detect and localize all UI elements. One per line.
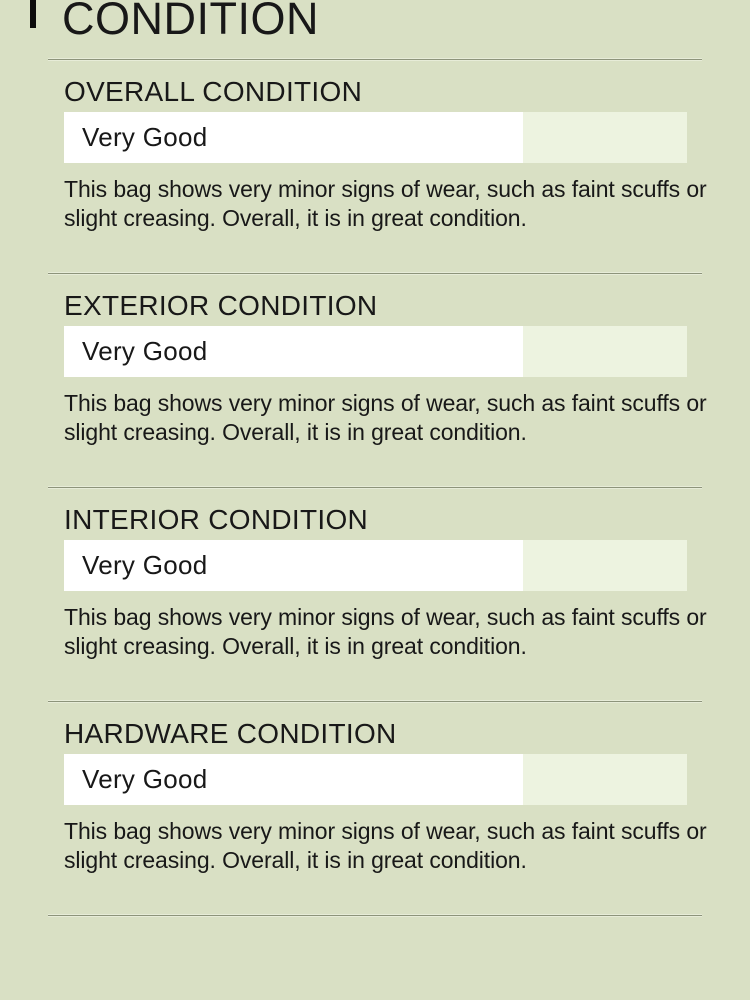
- field-accent-strip: [523, 112, 687, 163]
- section-divider: [48, 915, 702, 916]
- section-heading: EXTERIOR CONDITION: [64, 290, 378, 321]
- field-accent-strip: [523, 754, 687, 805]
- cropped-glyph-mark: [30, 0, 36, 28]
- description-line: This bag shows very minor signs of wear, such as faint scuffs or: [64, 818, 707, 844]
- condition-value-field[interactable]: [64, 754, 687, 805]
- section-hardware-condition: [0, 701, 750, 915]
- condition-value-text: Very Good: [82, 336, 208, 366]
- description-line: slight creasing. Overall, it is in great condition.: [64, 205, 527, 231]
- section-heading: HARDWARE CONDITION: [64, 718, 397, 749]
- description-line: This bag shows very minor signs of wear, such as faint scuffs or: [64, 176, 707, 202]
- condition-description: [64, 817, 707, 875]
- section-interior-condition: [0, 487, 750, 701]
- condition-value-field[interactable]: [64, 326, 687, 377]
- condition-value-text: Very Good: [82, 550, 208, 580]
- condition-description: [64, 389, 707, 447]
- field-accent-strip: [523, 326, 687, 377]
- section-exterior-condition: [0, 273, 750, 487]
- description-line: This bag shows very minor signs of wear, such as faint scuffs or: [64, 604, 707, 630]
- description-line: This bag shows very minor signs of wear, such as faint scuffs or: [64, 390, 707, 416]
- description-line: slight creasing. Overall, it is in great condition.: [64, 633, 527, 659]
- condition-value-text: Very Good: [82, 764, 208, 794]
- section-heading: INTERIOR CONDITION: [64, 504, 369, 535]
- field-accent-strip: [523, 540, 687, 591]
- condition-value-field[interactable]: [64, 540, 687, 591]
- description-line: slight creasing. Overall, it is in great condition.: [64, 419, 527, 445]
- condition-value-text: Very Good: [82, 122, 208, 152]
- section-overall-condition: [0, 59, 750, 273]
- section-heading: OVERALL CONDITION: [64, 76, 363, 107]
- description-line: slight creasing. Overall, it is in great condition.: [64, 847, 527, 873]
- condition-description: [64, 175, 707, 233]
- condition-description: [64, 603, 707, 661]
- page-title: CONDITION: [62, 0, 319, 44]
- condition-value-field[interactable]: [64, 112, 687, 163]
